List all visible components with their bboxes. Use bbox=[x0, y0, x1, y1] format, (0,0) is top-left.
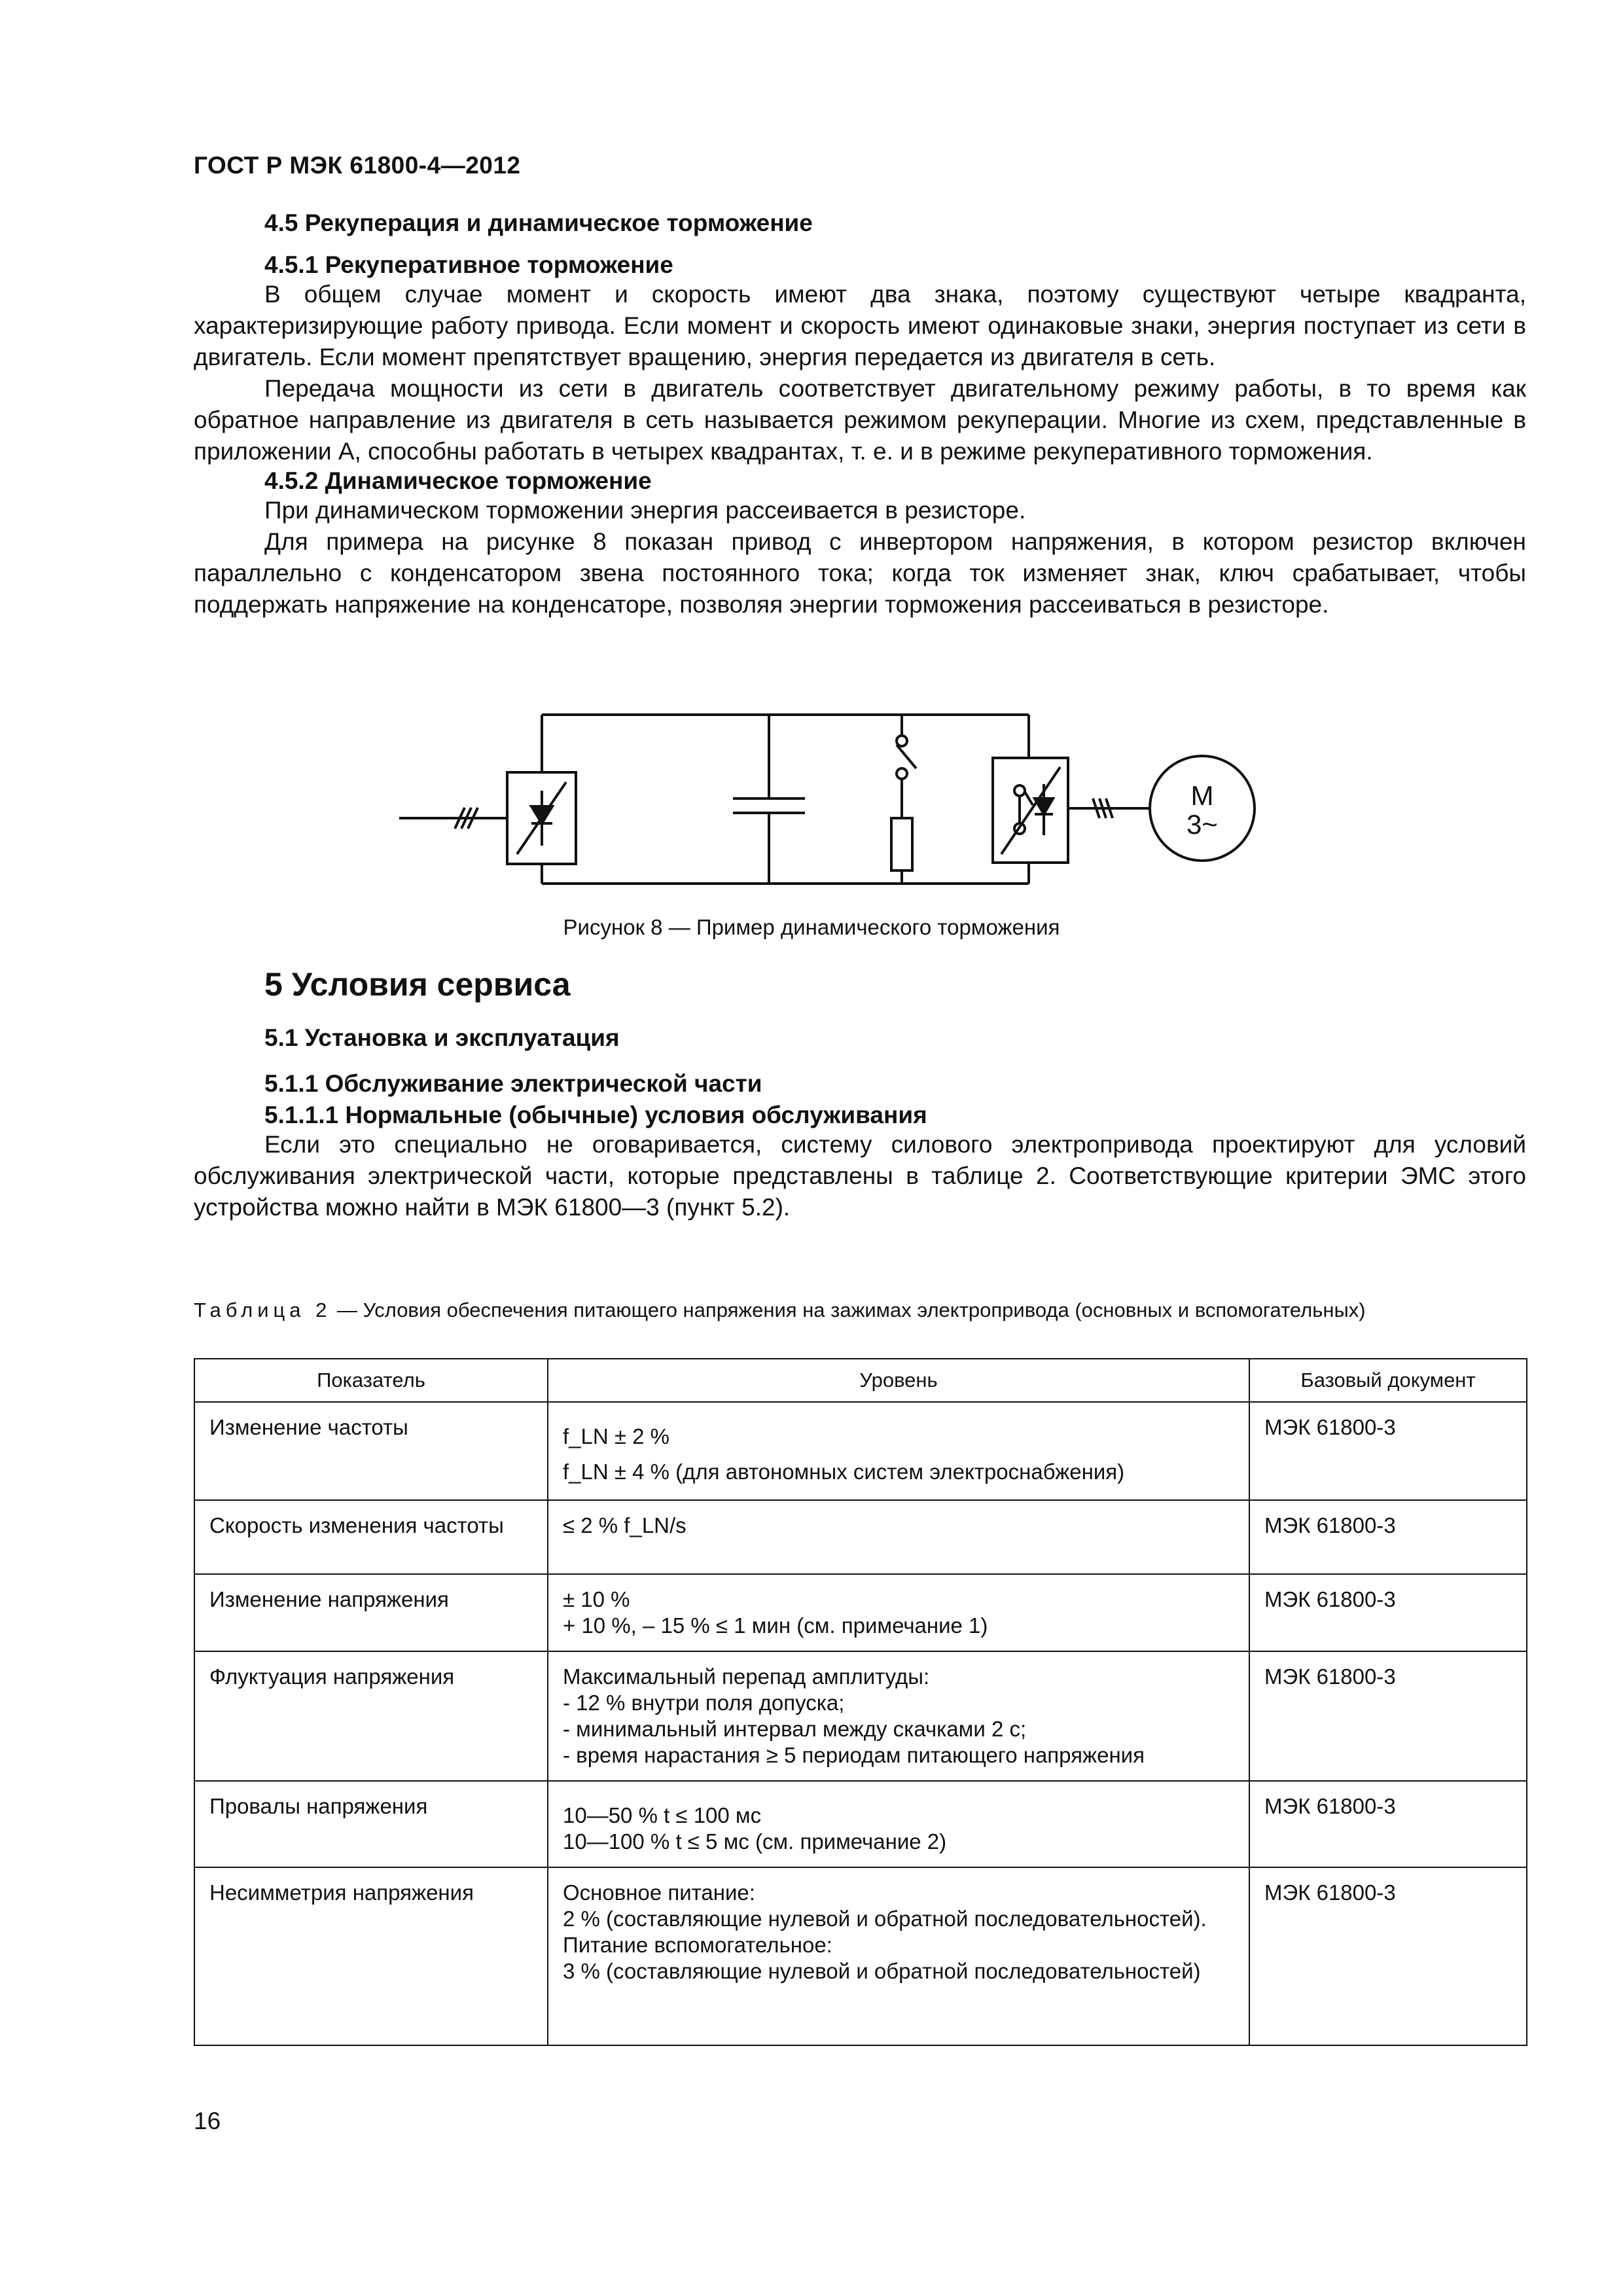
level-line: 3 % (составляющие нулевой и обратной последовательностей) bbox=[563, 1959, 1201, 1983]
level-line: - время нарастания ≥ 5 периодам питающего напряжения bbox=[563, 1743, 1145, 1767]
level-line: ≤ 2 % f_LN/s bbox=[563, 1513, 687, 1537]
table-cell-param: Провалы напряжения bbox=[194, 1781, 548, 1867]
table-row bbox=[194, 1500, 1527, 1574]
heading-5: 5 Условия сервиса bbox=[264, 966, 571, 1003]
paragraph-4-5-1-b: Передача мощности из сети в двигатель соответствует двигательному режиму работы, в то время как обратное направление из двигателя в сеть называется режимом рекуперации. Многие из схем, представленные в приложении А, способны работать в четырех квадрантах, т. е. и в режиме рекуперативного торможения. bbox=[194, 375, 1526, 465]
heading-4-5-2: 4.5.2 Динамическое торможение bbox=[264, 467, 652, 494]
level-line: Питание вспомогательное: bbox=[563, 1933, 832, 1957]
table-cell-doc: МЭК 61800-3 bbox=[1249, 1574, 1527, 1651]
table-cell-doc: МЭК 61800-3 bbox=[1249, 1781, 1527, 1867]
table-2-label: Таблица 2 bbox=[194, 1299, 332, 1321]
table-cell-param: Изменение напряжения bbox=[194, 1574, 548, 1651]
level-line: 10—100 % t ≤ 5 мс (см. примечание 2) bbox=[563, 1829, 947, 1854]
table-row bbox=[194, 1867, 1527, 2045]
motor-phase-label: 3~ bbox=[1186, 809, 1218, 840]
level-line: Максимальный перепад амплитуды: bbox=[563, 1664, 930, 1689]
table-row bbox=[194, 1651, 1527, 1781]
table-2-caption-text: — Условия обеспечения питающего напряжения на зажимах электропривода (основных и вспомогательных) bbox=[331, 1299, 1366, 1321]
level-line: - 12 % внутри поля допуска; bbox=[563, 1691, 845, 1715]
level-line: 10—50 % t ≤ 100 мс bbox=[563, 1803, 762, 1827]
table-cell-level bbox=[548, 1651, 1249, 1781]
column-header-doc: Базовый документ bbox=[1249, 1359, 1527, 1402]
brake-switch-blade bbox=[897, 745, 916, 768]
paragraph-4-5-2-b: Для примера на рисунке 8 показан привод с инвертором напряжения, в котором резистор включен параллельно с конденсатором звена постоянного тока; когда ток изменяет знак, ключ срабатывает, чтобы поддержать напряжение на конденсаторе, позволяя энергии торможения рассеиваться в резисторе. bbox=[194, 528, 1526, 618]
level-line: ± 10 % bbox=[563, 1587, 630, 1611]
level-line: - минимальный интервал между скачками 2 с; bbox=[563, 1717, 1027, 1741]
table-cell-level bbox=[548, 1402, 1249, 1500]
table-row bbox=[194, 1402, 1527, 1500]
table-cell-level bbox=[548, 1574, 1249, 1651]
paragraph-4-5-2-a: При динамическом торможении энергия рассеивается в резисторе. bbox=[264, 497, 1026, 524]
column-header-level: Уровень bbox=[548, 1359, 1249, 1402]
level-line: f_LN ± 4 % (для автономных систем электроснабжения) bbox=[563, 1460, 1125, 1484]
table-2 bbox=[194, 1358, 1527, 2046]
table-cell-level bbox=[548, 1781, 1249, 1867]
section-4-5 bbox=[194, 209, 1526, 620]
table-cell-doc: МЭК 61800-3 bbox=[1249, 1651, 1527, 1781]
page-number: 16 bbox=[194, 2108, 221, 2134]
table-cell-doc: МЭК 61800-3 bbox=[1249, 1500, 1527, 1574]
table-cell-doc: МЭК 61800-3 bbox=[1249, 1402, 1527, 1500]
level-line: 2 % (составляющие нулевой и обратной последовательностей). bbox=[563, 1907, 1207, 1931]
heading-5-1-1: 5.1.1 Обслуживание электрической части bbox=[264, 1070, 762, 1097]
paragraph-4-5-1-a: В общем случае момент и скорость имеют два знака, поэтому существуют четыре квадранта, характеризирующие работу привода. Если момент и скорость имеют одинаковые знаки, энергия поступает из сети в двигатель. Если момент препятствует вращению, энергия передается из двигателя в сеть. bbox=[194, 281, 1526, 370]
table-cell-level bbox=[548, 1500, 1249, 1574]
figure-8-caption: Рисунок 8 — Пример динамического торможения bbox=[563, 915, 1060, 939]
paragraph-5-1-1-1: Если это специально не оговаривается, систему силового электропривода проектируют для условий обслуживания электрической части, которые представлены в таблице 2. Соответствующие критерии ЭМС этого устройства можно найти в МЭК 61800—3 (пункт 5.2). bbox=[194, 1131, 1526, 1221]
level-line: Основное питание: bbox=[563, 1880, 755, 1905]
heading-4-5: 4.5 Рекуперация и динамическое торможение bbox=[264, 209, 813, 236]
level-line: f_LN ± 2 % bbox=[563, 1424, 670, 1448]
motor-letter: M bbox=[1190, 780, 1214, 811]
heading-5-1-1-1: 5.1.1.1 Нормальные (обычные) условия обслуживания bbox=[264, 1102, 927, 1128]
heading-5-1: 5.1 Установка и эксплуатация bbox=[264, 1024, 620, 1051]
table-cell-level bbox=[548, 1867, 1249, 2045]
standard-code-header: ГОСТ Р МЭК 61800-4—2012 bbox=[194, 152, 521, 179]
table-row bbox=[194, 1574, 1527, 1651]
table-row bbox=[194, 1781, 1527, 1867]
brake-resistor bbox=[891, 818, 912, 870]
table-header-row bbox=[194, 1359, 1527, 1402]
section-5 bbox=[194, 965, 1526, 1223]
table-cell-param: Флуктуация напряжения bbox=[194, 1651, 548, 1781]
table-2-caption bbox=[194, 1297, 1526, 1323]
heading-4-5-1: 4.5.1 Рекуперативное торможение bbox=[264, 251, 673, 278]
table-cell-param: Скорость изменения частоты bbox=[194, 1500, 548, 1574]
level-line: + 10 %, – 15 % ≤ 1 мин (см. примечание 1) bbox=[563, 1613, 988, 1638]
column-header-param: Показатель bbox=[194, 1359, 548, 1402]
table-cell-param: Изменение частоты bbox=[194, 1402, 548, 1500]
table-cell-doc: МЭК 61800-3 bbox=[1249, 1867, 1527, 2045]
figure-8-diagram bbox=[393, 707, 1309, 897]
table-cell-param: Несимметрия напряжения bbox=[194, 1867, 548, 2045]
